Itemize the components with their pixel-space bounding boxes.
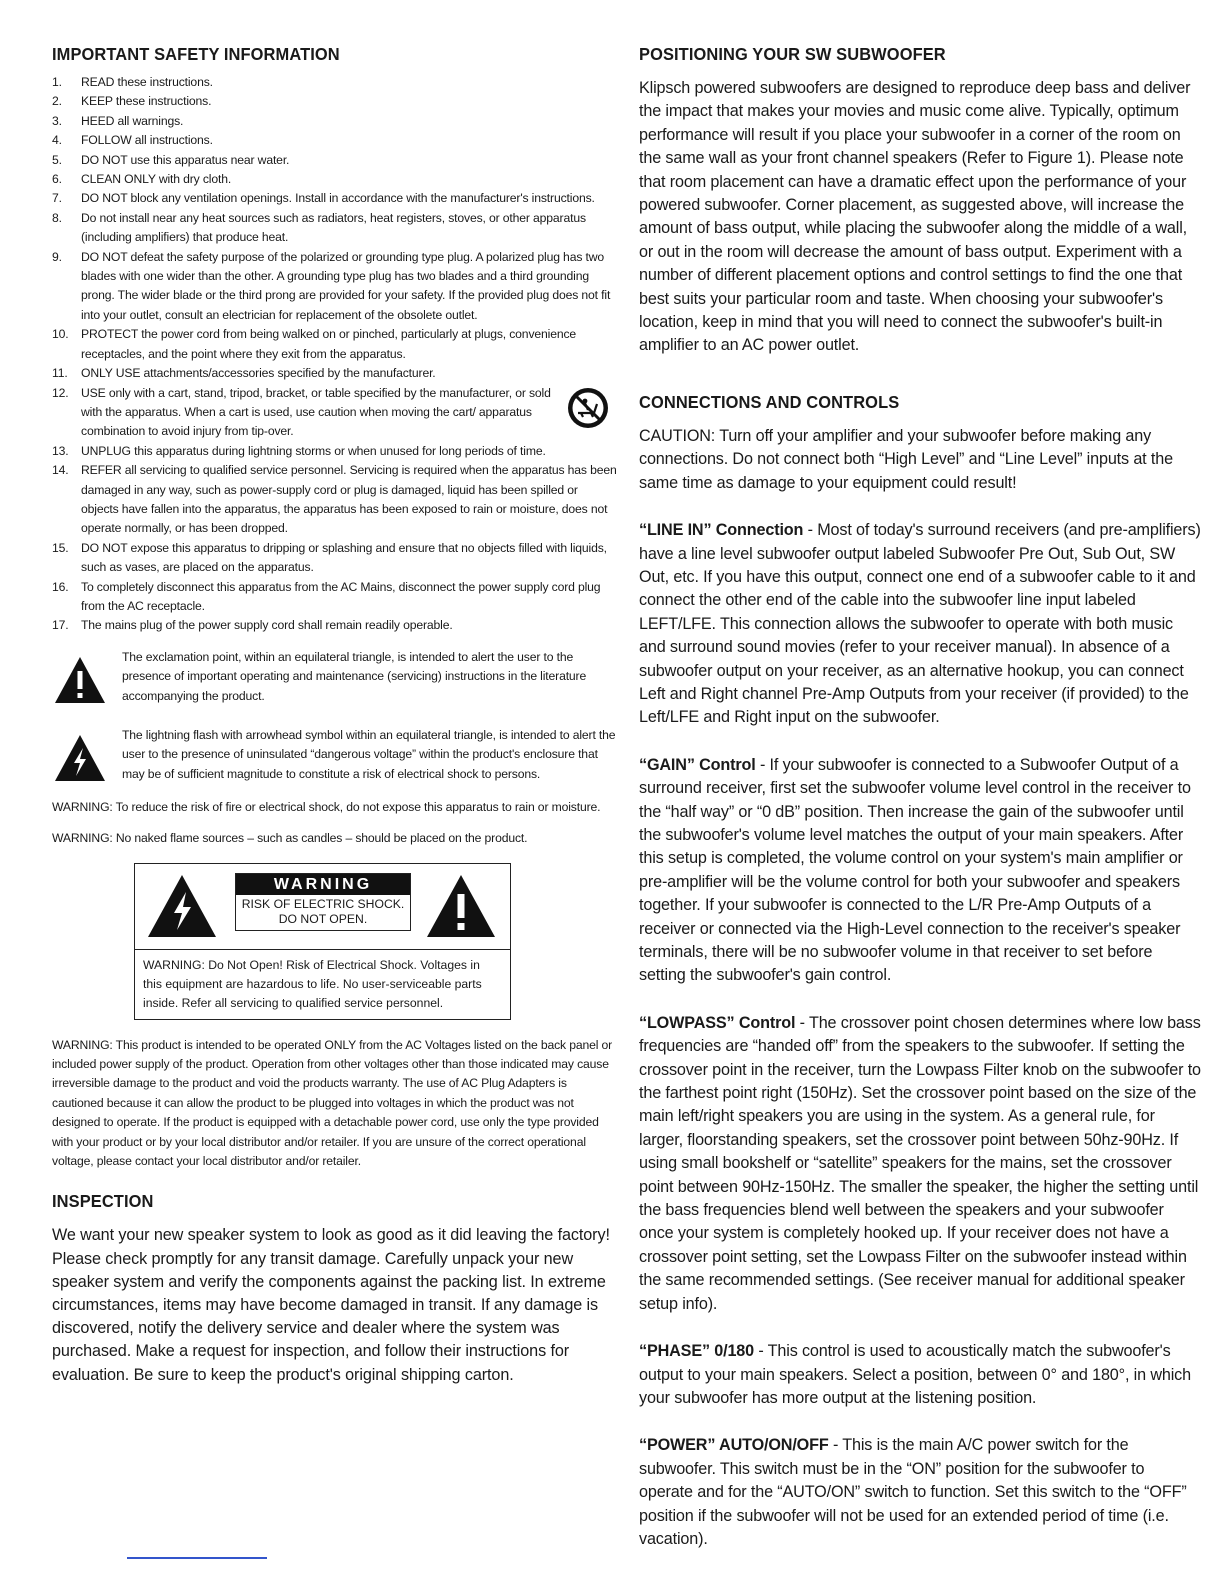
caution-text: CAUTION: Turn off your amplifier and your subwoofer before making any connections. Do not connect both “High Level” and “Line Level” inputs at the same time as damage to your equipment could result!	[639, 426, 1173, 492]
shock-warning-box	[134, 863, 511, 1020]
line-in-paragraph: “LINE IN” Connection - Most of today's surround receivers (and pre-amplifiers) have a line level subwoofer output labeled Subwoofer Pre Out, Sub Out, SW Out, etc. If you have this output, connect one end of a subwoofer cable to it and connect the other end of the cable into the subwoofer line input labeled LEFT/LFE. This connection allows the subwoofer to operate with both music and surround sound movies (refer to your receiver manual). In absence of a subwoofer output on your receiver, as an alternative hookup, you can connect Left and Right channel Pre-Amp Outputs from your receiver (if provided) to the Left/LFE and Right input on the subwoofer.	[639, 521, 1201, 727]
exclamation-notice	[52, 648, 618, 708]
safety-list	[52, 73, 618, 636]
list-item: 12. USE only with a cart, stand, tripod, bracket, or table specified by the manufacturer, or sold with the apparatus. When a cart is used, use caution when moving the cart/ apparatus combination to avoid injury from tip-over.	[52, 384, 618, 442]
lightning-triangle-icon	[54, 734, 106, 782]
lightning-notice	[52, 726, 618, 786]
list-item: 11. ONLY USE attachments/accessories specified by the manufacturer.	[52, 366, 436, 381]
gain-paragraph: “GAIN” Control - If your subwoofer is connected to a Subwoofer Output of a surround receiver, first set the subwoofer volume level control in the receiver to the “half way” or “0 dB” position. Then increase the gain of the subwoofer until the subwoofer's volume level matches the output of your main speakers. After this setup is completed, the volume control on your system's main amplifier or pre-amplifier will be the volume control for both your subwoofer and speakers together. If your subwoofer is connected to the L/R Pre-Amp Outputs of a receiver or connected via the High-Level connection to the receiver's speaker terminals, there will be no subwoofer volume in that receiver to set before setting the subwoofer's gain control.	[639, 755, 1191, 985]
list-item: 2. KEEP these instructions.	[52, 94, 212, 109]
list-item: 13. UNPLUG this apparatus during lightning storms or when unused for long periods of time.	[52, 443, 546, 458]
list-item: 7. DO NOT block any ventilation openings. Install in accordance with the manufacturer's instructions.	[52, 191, 595, 206]
left-column	[52, 44, 618, 1387]
right-column	[639, 44, 1201, 1551]
list-item: 1. READ these instructions.	[52, 75, 213, 89]
footer-rule	[127, 1557, 267, 1559]
exclamation-triangle-icon	[426, 874, 496, 938]
safety-heading: IMPORTANT SAFETY INFORMATION	[52, 44, 340, 64]
warning-flame: WARNING: No naked flame sources – such as candles – should be placed on the product.	[52, 831, 528, 846]
cart-tipover-icon	[566, 386, 610, 430]
lightning-text: The lightning flash with arrowhead symbol within an equilateral triangle, is intended to alert the user to the presence of uninsulated “dangerous voltage” within the product's enclosure that may be of sufficient magnitude to constitute a risk of electrical shock to persons.	[122, 727, 616, 781]
list-item: 15. DO NOT expose this apparatus to dripping or splashing and ensure that no objects filled with liquids, such as vases, are placed on the apparatus.	[52, 540, 607, 575]
lightning-triangle-icon	[147, 874, 217, 938]
list-item: 3. HEED all warnings.	[52, 113, 184, 128]
positioning-text: Klipsch powered subwoofers are designed to reproduce deep bass and deliver the impact that makes your movies and music come alive. Typically, optimum performance will result if you place your subwoofer in a corner of the room on the same wall as your front channel speakers (Refer to Figure 1). Please note that room placement can have a dramatic effect upon the performance of your powered subwoofer. Corner placement, as suggested above, will increase the amount of bass output, while placing the subwoofer along the middle of a wall, or out in the room will decrease the amount of bass output. Experiment with a number of different placement options and control settings to find the one that best suits your particular room and taste. When choosing your subwoofer's location, keep in mind that you will need to connect the subwoofer's built-in amplifier to an AC power outlet.	[639, 79, 1191, 355]
list-item: 10. PROTECT the power cord from being walked on or pinched, particularly at plugs, convenience receptacles, and the point where they exit from the apparatus.	[52, 327, 577, 361]
warning-title: WARNING	[236, 874, 410, 895]
list-item: 6. CLEAN ONLY with dry cloth.	[52, 172, 232, 187]
warning-label	[235, 873, 411, 931]
warning-rain: WARNING: To reduce the risk of fire or electrical shock, do not expose this apparatus to rain or moisture.	[52, 799, 601, 814]
warning-voltage: WARNING: This product is intended to be operated ONLY from the AC Voltages listed on the back panel or included power supply of the product. Operation from other voltages other than those indicated may cause irreversible damage to the product and void the products warranty. The use of AC Plug Adapters is cautioned because it can allow the product to be plugged into voltages in which the product was not designed to operate. If the product is equipped with a detachable power cord, use only the type provided with your product or by your local distributor and/or retailer. If you are unsure of the correct operational voltage, please contact your local distributor and/or retailer.	[52, 1037, 613, 1169]
list-item: 4. FOLLOW all instructions.	[52, 133, 213, 148]
phase-label: “PHASE” 0/180	[639, 1342, 755, 1361]
warning-line1: RISK OF ELECTRIC SHOCK.	[241, 896, 405, 911]
warning-body: WARNING: Do Not Open! Risk of Electrical Shock. Voltages in this equipment are hazardous to life. No user-serviceable parts inside. Refer all servicing to qualified service personnel.	[143, 957, 482, 1010]
list-item: 5. DO NOT use this apparatus near water.	[52, 152, 290, 167]
phase-paragraph: “PHASE” 0/180 - This control is used to acoustically match the subwoofer's output to your main speakers. Select a position, between 0° and 180°, in which your subwoofer has more output at the listening position.	[639, 1342, 1191, 1407]
list-item: 17. The mains plug of the power supply cord shall remain readily operable.	[52, 618, 453, 633]
power-paragraph: “POWER” AUTO/ON/OFF - This is the main A/C power switch for the subwoofer. This switch must be in the “ON” position for the subwoofer to operate and for the “AUTO/ON” switch to function. Set this switch to the “OFF” position if the subwoofer will not be used for an extended period of time (i.e. vacation).	[639, 1436, 1187, 1548]
power-label: “POWER” AUTO/ON/OFF	[639, 1436, 829, 1455]
list-item: 9. DO NOT defeat the safety purpose of the polarized or grounding type plug. A polarized plug has two blades with one wider than the other. A grounding type plug has two blades and a third grounding prong. The wider blade or the third prong are provided for your safety. If the provided plug does not fit into your outlet, consult an electrician for replacement of the obsolete outlet.	[52, 249, 611, 322]
list-item: 16. To completely disconnect this apparatus from the AC Mains, disconnect the power supply cord plug from the AC receptacle.	[52, 579, 601, 613]
inspection-heading: INSPECTION	[52, 1191, 154, 1212]
line-in-label: “LINE IN” Connection	[639, 521, 804, 540]
connections-heading: CONNECTIONS AND CONTROLS	[639, 391, 900, 412]
lowpass-label: “LOWPASS” Control	[639, 1013, 796, 1032]
list-item: 8. Do not install near any heat sources such as radiators, heat registers, stoves, or other apparatus (including amplifiers) that produce heat.	[52, 210, 586, 245]
positioning-heading: POSITIONING YOUR SW SUBWOOFER	[639, 44, 946, 64]
inspection-text: We want your new speaker system to look as good as it did leaving the factory! Please check promptly for any transit damage. Carefully unpack your new speaker system and verify the components against the packing list. In extreme circumstances, items may have become damaged in transit. If any damage is discovered, notify the delivery service and dealer where the system was purchased. Make a request for inspection, and follow their instructions for evaluation. Be sure to keep the product's original shipping carton.	[52, 1226, 610, 1384]
exclamation-triangle-icon	[54, 656, 106, 704]
warning-line2: DO NOT OPEN.	[278, 911, 368, 926]
gain-label: “GAIN” Control	[639, 755, 756, 774]
lowpass-paragraph: “LOWPASS” Control - The crossover point chosen determines where low bass frequencies are “handed off” from the speakers to the subwoofer. If setting the crossover point in the receiver, turn the Lowpass Filter knob on the subwoofer to the farthest point right (150Hz). Set the crossover point based on the size of the main left/right speakers you are using in the system. As a general rule, for larger, floorstanding speakers, set the crossover point between 50hz-90Hz. If using small bookshelf or “satellite” speakers for the mains, set the crossover point between 90Hz-150Hz. The smaller the speaker, the higher the setting until the bass frequencies blend well between the speakers and your subwoofer once your system is completely hooked up. If your receiver does not have a crossover point setting, set the Lowpass Filter on the subwoofer instead within the same recommended settings. (See receiver manual for additional speaker setup info).	[639, 1013, 1201, 1313]
list-item: 14. REFER all servicing to qualified service personnel. Servicing is required when the apparatus has been damaged in any way, such as power-supply cord or plug is damaged, liquid has been spilled or objects have fallen into the apparatus, the apparatus has been exposed to rain or moisture, does not operate normally, or has been dropped.	[52, 463, 617, 536]
exclamation-text: The exclamation point, within an equilateral triangle, is intended to alert the user to the presence of important operating and maintenance (servicing) instructions in the literature accompanying the product.	[122, 649, 587, 703]
